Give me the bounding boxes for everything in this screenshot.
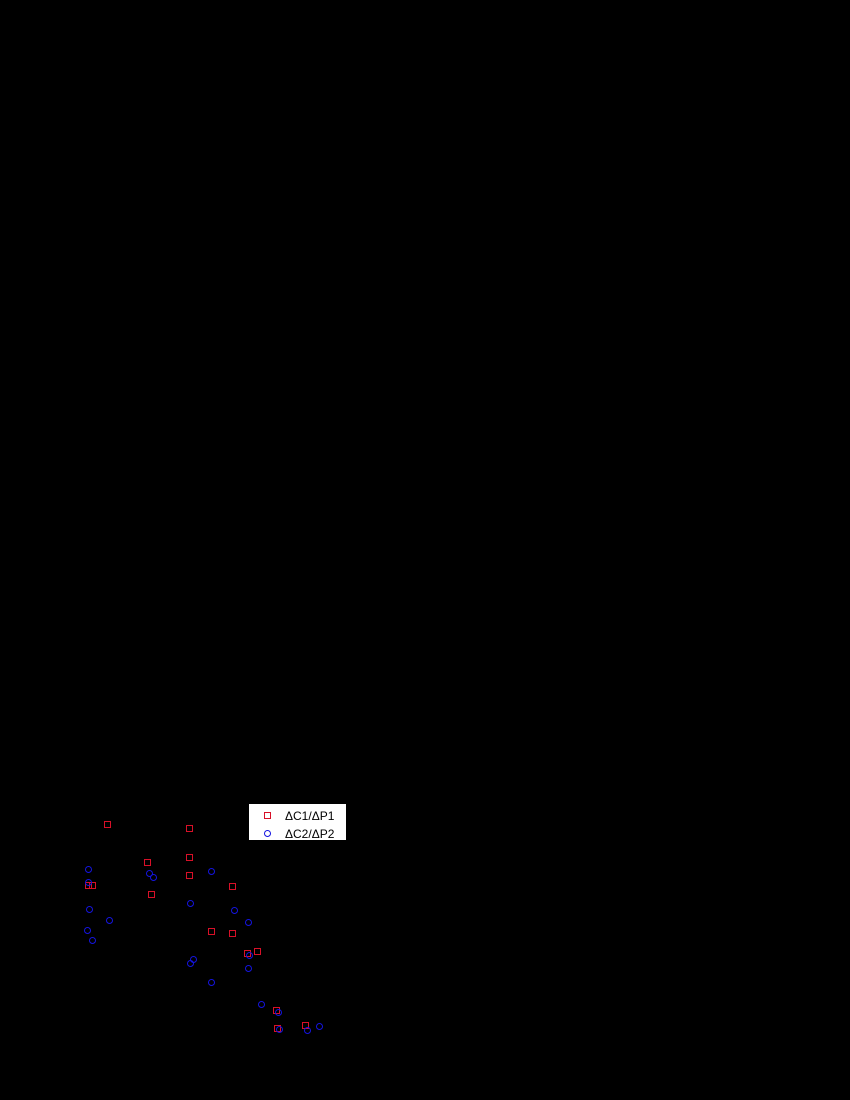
data-point [304, 1027, 311, 1034]
data-point [104, 821, 111, 828]
data-point [316, 1023, 323, 1030]
data-point [106, 917, 113, 924]
data-point [85, 879, 92, 886]
data-point [84, 927, 91, 934]
data-point [186, 854, 193, 861]
legend-label-1: ΔC2/ΔP2 [285, 826, 335, 841]
data-point [229, 883, 236, 890]
data-point [85, 866, 92, 873]
data-point [245, 919, 252, 926]
legend-entry-0 [249, 806, 346, 825]
data-point [144, 859, 151, 866]
chart-legend [248, 803, 347, 841]
legend-label-0: ΔC1/ΔP1 [285, 808, 335, 823]
data-point [254, 948, 261, 955]
data-point [89, 937, 96, 944]
data-point [86, 906, 93, 913]
data-point [208, 928, 215, 935]
data-point [275, 1009, 282, 1016]
data-point [148, 891, 155, 898]
data-point [229, 930, 236, 937]
legend-entry-1 [249, 824, 346, 843]
legend-marker-square-icon [249, 806, 285, 825]
data-point [186, 825, 193, 832]
data-point [186, 872, 193, 879]
data-point [208, 979, 215, 986]
data-point [208, 868, 215, 875]
data-point [245, 965, 252, 972]
data-point [246, 952, 253, 959]
legend-marker-circle-icon [249, 824, 285, 843]
data-point [187, 900, 194, 907]
data-point [258, 1001, 265, 1008]
data-point [276, 1026, 283, 1033]
data-point [150, 874, 157, 881]
data-point [231, 907, 238, 914]
data-point [187, 960, 194, 967]
